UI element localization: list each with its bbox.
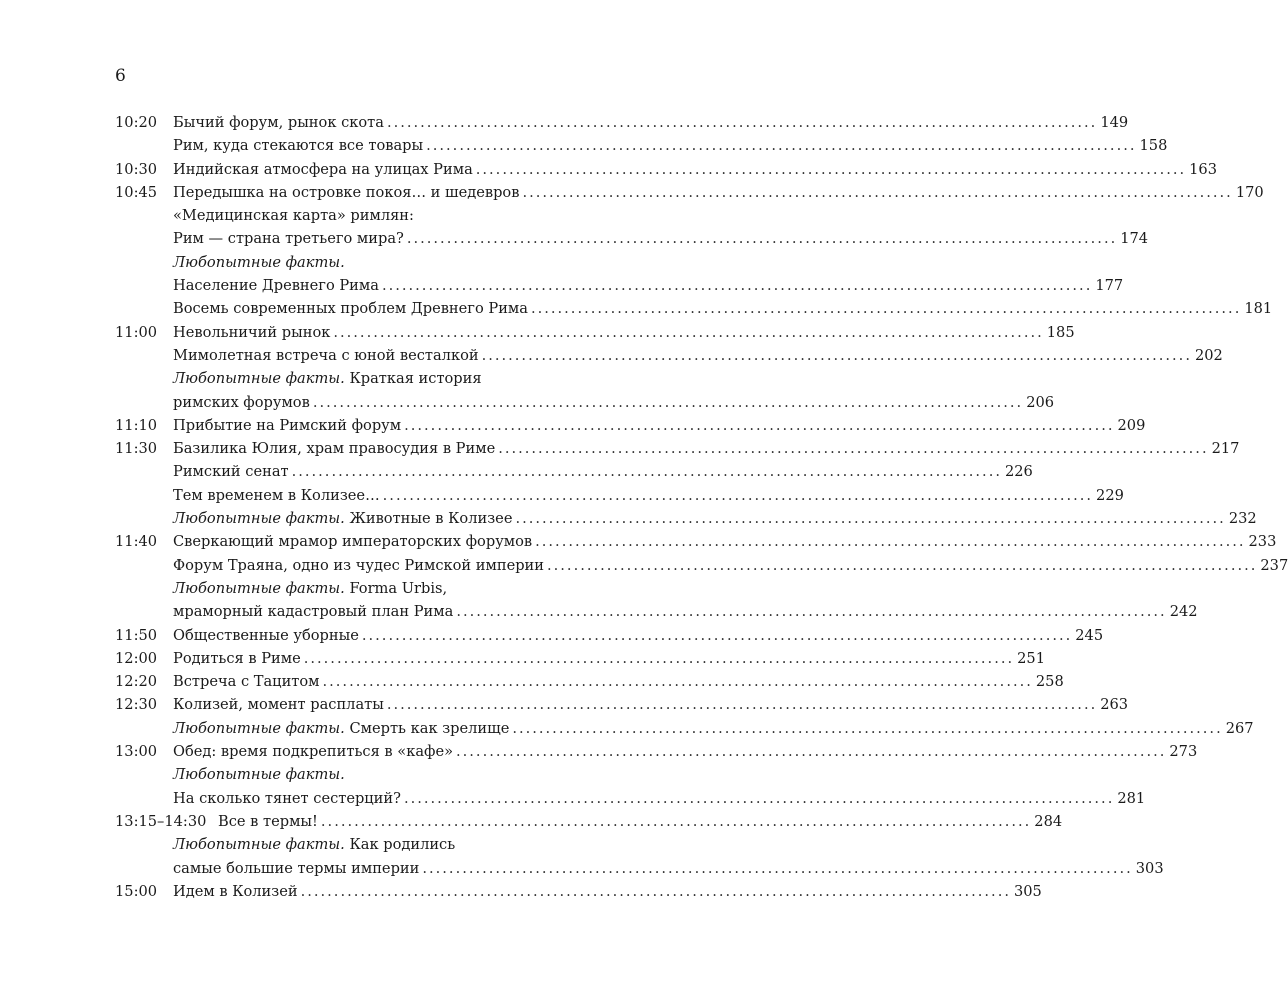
toc-row [115,460,1033,483]
toc-time: 10:45 [115,183,158,201]
toc-page-number: 202 [1194,346,1223,364]
toc-entry [173,787,1146,810]
toc-title [173,763,345,786]
toc-text: Базилика Юлия, храм правосудия в Риме [173,440,496,458]
toc-text: Бычий форум, рынок скота [173,114,384,131]
toc-text: Животные в Колизее [344,510,513,528]
toc-title [173,321,330,344]
toc-time: 10:20 [115,114,158,131]
toc-text: Индийская атмосфера на улицах Рима [173,160,473,178]
toc-page-number: 237 [1260,556,1288,574]
toc-row [115,857,1164,880]
toc-page-number: 209 [1117,416,1146,434]
toc-leader-dots: ........................................................................................................... [547,556,1258,574]
toc-row [115,414,1146,437]
toc-time: 10:30 [115,160,158,178]
toc-text: Мимолетная встреча с юной весталкой [173,346,479,364]
toc-time: 11:50 [115,626,158,644]
toc-entry [173,880,1042,903]
toc-entry [173,717,1254,740]
toc-time: 12:30 [115,696,158,714]
toc-entry [173,507,1257,530]
toc-entry [173,763,345,786]
toc-row [115,134,1168,157]
toc-italic-prefix: Любопытные факты. [173,836,345,854]
toc-row [115,647,1045,670]
toc-title [173,227,404,250]
toc-entry [173,484,1124,507]
toc-text: Римский сенат [173,463,289,481]
toc-leader-dots: ........................................................................................................... [300,882,1011,900]
toc-text: Невольничий рынок [173,323,331,341]
toc-page-number: 163 [1189,160,1217,178]
toc-row [115,204,590,227]
toc-entry [173,693,1129,716]
toc-italic-prefix: Любопытные факты. [173,510,345,528]
toc-page-number: 229 [1096,486,1124,504]
toc-text: Население Древнего Рима [173,277,379,295]
toc-page-number: 267 [1225,719,1254,737]
toc-row [115,321,1075,344]
toc-entry [173,437,1240,460]
toc-leader-dots: ........................................................................................................... [456,743,1167,761]
toc-entry [173,111,1129,134]
toc-entry [173,577,447,600]
toc-page-number: 258 [1035,673,1064,691]
toc-row [115,787,1146,810]
toc-row [115,740,1198,763]
toc-entry [173,554,1288,577]
toc-italic-prefix: Любопытные факты. [173,579,345,597]
toc-italic-prefix: Любопытные факты. [173,370,345,388]
toc-text: Как родились [344,836,456,854]
toc-title [218,810,318,833]
toc-entry [173,181,1264,204]
toc-title [173,530,532,553]
toc-italic-prefix: Любопытные факты. [173,766,345,784]
toc-page-number: 251 [1017,649,1045,667]
toc-leader-dots: ........................................................................................................... [386,696,1098,714]
toc-title [173,251,345,274]
toc-row [115,297,1273,320]
toc-page-number: 242 [1169,603,1198,621]
toc-leader-dots: ........................................................................................................... [333,323,1044,341]
toc-text: Обед: время подкрепиться в «кафе» [173,743,454,761]
toc-entry [173,227,1149,250]
toc-row [115,880,1042,903]
toc-leader-dots: ........................................................................................................... [456,603,1167,621]
toc-title [173,181,519,204]
toc-title [173,600,453,623]
toc-entry [173,857,1164,880]
toc-text: Встреча с Тацитом [173,673,320,691]
toc-page-number: 177 [1095,277,1124,295]
toc-row [115,763,590,786]
toc-entry [173,158,1217,181]
toc-title [173,833,455,856]
toc-title [173,297,528,320]
toc-entry [173,833,455,856]
toc-page-number: 206 [1026,393,1055,411]
toc-text: Рим — страна третьего мира? [173,230,404,248]
toc-text: Forma Urbis, [344,579,448,597]
toc-italic-prefix: Любопытные факты. [173,719,345,737]
toc-time: 11:00 [115,323,158,341]
toc-leader-dots: ........................................................................................................... [291,463,1002,481]
toc-title [173,740,453,763]
toc-title [173,577,447,600]
toc-row [115,437,1240,460]
toc-entry [173,624,1104,647]
toc-entry [173,204,414,227]
toc-row [115,391,1055,414]
toc-leader-dots: ........................................................................................................... [426,137,1137,155]
toc-text: римских форумов [173,393,310,411]
toc-page-number: 217 [1211,440,1240,458]
toc-entry [173,740,1198,763]
toc-time: 15:00 [115,882,158,900]
toc-entry [173,274,1124,297]
toc-row [115,530,1277,553]
toc-entry [173,367,482,390]
toc-leader-dots: ........................................................................................................... [322,673,1033,691]
toc-row [115,484,1124,507]
toc-text: Родиться в Риме [173,649,301,667]
toc-time: 13:00 [115,743,158,761]
toc-time: 11:30 [115,440,158,458]
toc-row [115,717,1254,740]
toc-text: Колизей, момент расплаты [173,696,384,714]
page-number: 6 [115,66,126,86]
toc-title [173,111,384,134]
toc-leader-dots: ........................................................................................................... [386,114,1098,131]
toc-leader-dots: ........................................................................................................... [404,416,1115,434]
toc-page-number: 174 [1120,230,1149,248]
toc-text: мраморный кадастровый план Рима [173,603,454,621]
toc-title [173,344,479,367]
toc-title [173,693,384,716]
toc-title [173,670,320,693]
toc-row [115,367,590,390]
toc-row [115,344,1223,367]
toc-entry [218,810,1063,833]
toc-page-number: 170 [1235,183,1264,201]
toc-page-number: 305 [1013,882,1042,900]
toc-leader-dots: ........................................................................................................... [303,649,1015,667]
toc-leader-dots: ........................................................................................................... [403,789,1115,807]
toc-title [173,484,380,507]
toc-title [173,134,423,157]
toc-row [115,810,1063,833]
toc-page-number: 149 [1100,114,1129,131]
toc-entry [173,321,1075,344]
toc-row [115,624,1104,647]
toc-page-number: 284 [1034,812,1063,830]
toc-leader-dots: ........................................................................................................... [498,440,1209,458]
toc-title [173,437,495,460]
toc-leader-dots: ........................................................................................................... [382,486,1094,504]
toc-title [173,787,401,810]
toc-entry [173,647,1045,670]
toc-row [115,577,590,600]
toc-text: Форум Траяна, одно из чудес Римской империи [173,556,545,574]
toc-page-number: 233 [1248,533,1277,551]
toc-row [115,833,590,856]
toc-leader-dots: ........................................................................................................... [535,533,1246,551]
toc-entry [173,414,1146,437]
toc-time: 12:20 [115,673,158,691]
toc-entry [173,251,345,274]
toc-row [115,670,1064,693]
toc-entry [173,600,1198,623]
toc-leader-dots: ........................................................................................................... [381,277,1093,295]
toc-title [173,880,298,903]
toc-row [115,251,590,274]
toc-row [115,554,1288,577]
toc-leader-dots: ........................................................................................................... [361,626,1073,644]
toc-row [115,693,1129,716]
toc-time: 13:15–14:30 [115,812,207,830]
toc-text: Смерть как зрелище [344,719,510,737]
toc-entry [173,530,1277,553]
toc-entry [173,670,1064,693]
toc-leader-dots: ........................................................................................................... [422,859,1133,877]
toc-leader-dots: ........................................................................................................... [312,393,1024,411]
toc-row [115,227,1149,250]
toc-title [173,507,512,530]
toc-title [173,158,473,181]
toc-title [173,367,482,390]
toc-page-number: 226 [1004,463,1033,481]
toc-text: Все в термы! [218,812,318,830]
toc-page-number: 245 [1075,626,1104,644]
toc-time: 12:00 [115,649,158,667]
toc-entry [173,460,1033,483]
toc-row [115,181,1264,204]
toc-entry [173,344,1223,367]
toc-page-number: 232 [1228,510,1257,528]
toc-leader-dots: ........................................................................................................... [481,346,1192,364]
toc-page-number: 158 [1139,137,1168,155]
toc-text: Тем временем в Колизее… [173,486,380,504]
toc-row [115,274,1124,297]
toc-page-number: 263 [1100,696,1129,714]
toc-text: На сколько тянет сестерций? [173,789,401,807]
toc-text: Прибытие на Римский форум [173,416,402,434]
toc-leader-dots: ........................................................................................................... [530,300,1242,318]
toc-italic-prefix: Любопытные факты. [173,253,345,271]
toc-leader-dots: ........................................................................................................... [475,160,1187,178]
toc-page-number: 181 [1244,300,1273,318]
toc-row [115,158,1217,181]
toc-title [173,204,414,227]
toc-text: Идем в Колизей [173,882,298,900]
toc-title [173,717,509,740]
toc-text: Рим, куда стекаются все товары [173,137,424,155]
toc-page-number: 303 [1135,859,1164,877]
toc-text: Передышка на островке покоя… и шедевров [173,183,520,201]
toc-title [173,647,301,670]
toc-text: Сверкающий мрамор императорских форумов [173,533,533,551]
toc-leader-dots: ........................................................................................................... [406,230,1118,248]
toc-title [173,857,419,880]
toc-title [173,414,401,437]
table-of-contents [115,111,1288,903]
toc-row [115,507,1257,530]
toc-leader-dots: ........................................................................................................... [515,510,1226,528]
toc-leader-dots: ........................................................................................................... [522,183,1233,201]
toc-text: Общественные уборные [173,626,359,644]
toc-title [173,460,289,483]
toc-entry [173,134,1168,157]
toc-time: 11:10 [115,416,158,434]
toc-title [173,274,379,297]
toc-title [173,554,544,577]
toc-time: 11:40 [115,533,158,551]
toc-row [115,111,1129,134]
toc-page-number: 185 [1046,323,1075,341]
toc-text: Восемь современных проблем Древнего Рима [173,300,528,318]
toc-text: «Медицинская карта» римлян: [173,207,414,225]
toc-entry [173,297,1273,320]
toc-page-number: 281 [1117,789,1146,807]
toc-entry [173,391,1055,414]
toc-title [173,624,359,647]
toc-page-number: 273 [1169,743,1198,761]
toc-row [115,600,1198,623]
toc-leader-dots: ........................................................................................................... [320,812,1032,830]
toc-title [173,391,310,414]
toc-text: самые большие термы империи [173,859,420,877]
toc-text: Краткая история [344,370,482,388]
toc-leader-dots: ........................................................................................................... [512,719,1223,737]
